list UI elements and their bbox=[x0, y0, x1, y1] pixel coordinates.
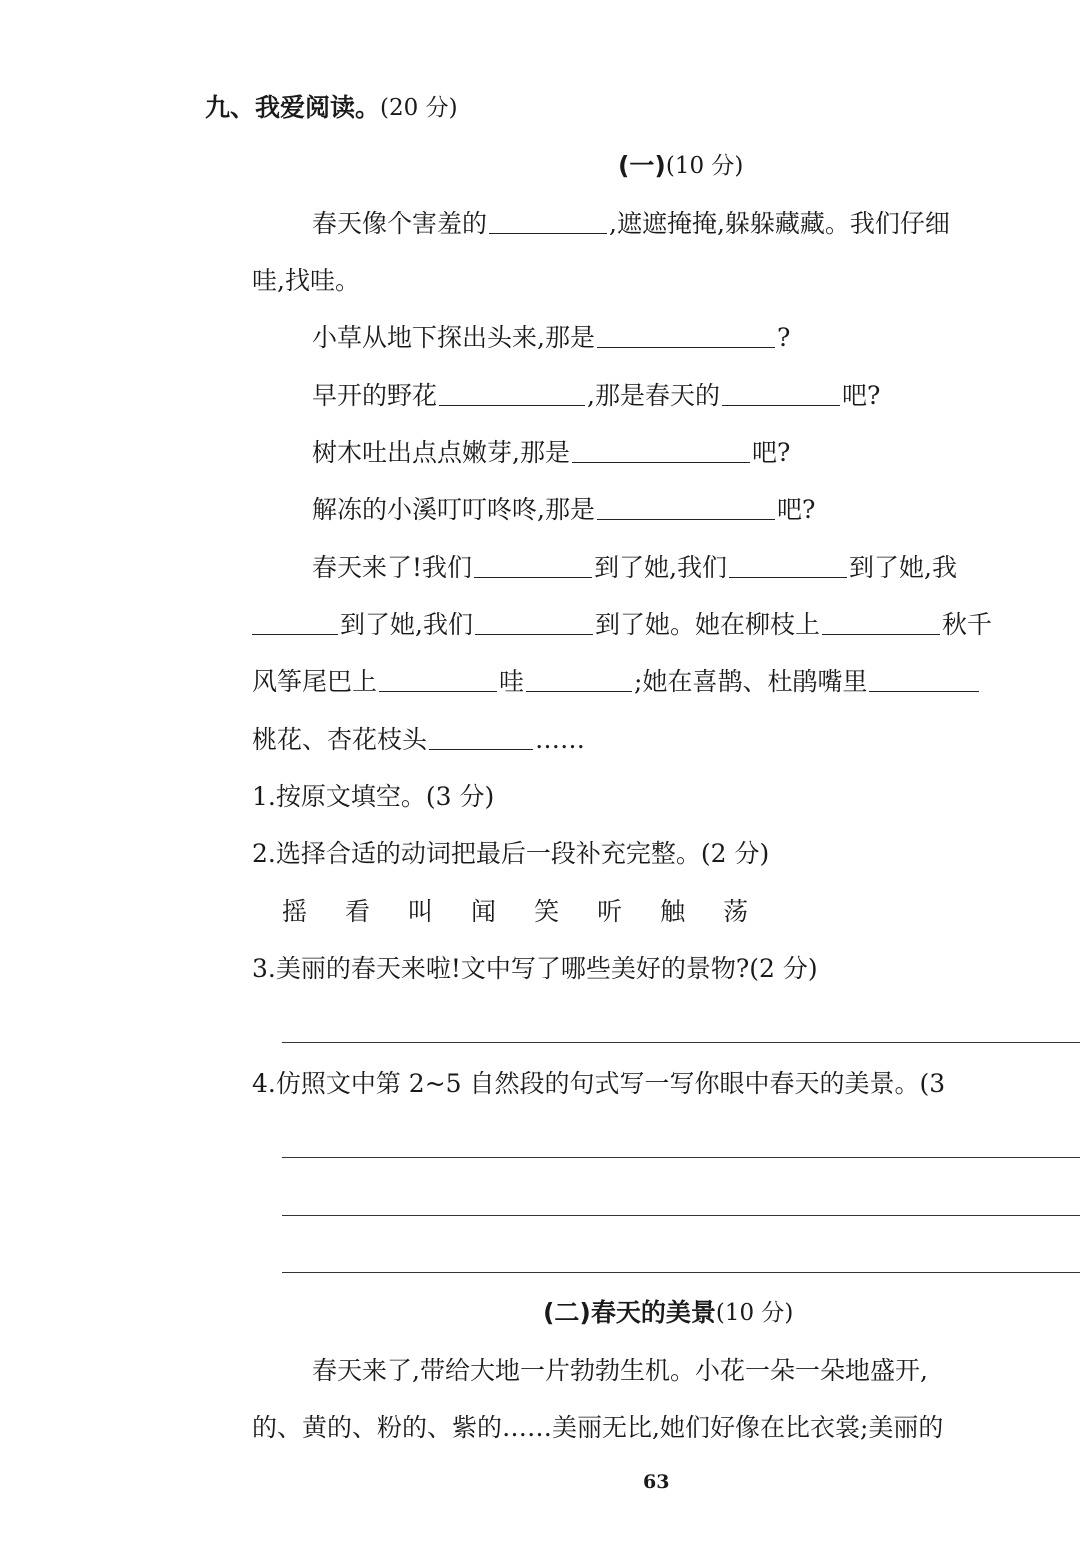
answer-line[interactable] bbox=[282, 1215, 1080, 1216]
answer-line[interactable] bbox=[282, 1042, 1080, 1043]
passage1-line9 bbox=[252, 662, 981, 702]
passage-text: 桃花、杏花枝头 bbox=[252, 725, 428, 754]
passage2-line1 bbox=[312, 1351, 928, 1391]
verb-option: 荡 bbox=[723, 897, 749, 926]
passage-text: 到了她。她在柳枝上 bbox=[594, 610, 820, 639]
part1-score: (10 分) bbox=[665, 153, 744, 179]
question-1 bbox=[252, 777, 494, 817]
fill-blank[interactable] bbox=[722, 387, 840, 406]
part1-heading bbox=[618, 146, 743, 186]
passage-text: 春天来了,带给大地一片勃勃生机。小花一朵一朵地盛开, bbox=[312, 1356, 928, 1385]
passage1-line6 bbox=[312, 490, 815, 530]
question-text: 1.按原文填空。(3 分) bbox=[252, 782, 495, 811]
fill-blank[interactable] bbox=[597, 501, 775, 520]
question-text: 3.美丽的春天来啦!文中写了哪些美好的景物?(2 分) bbox=[252, 954, 818, 983]
passage-text: ,那是春天的 bbox=[587, 381, 720, 410]
passage1-line3 bbox=[312, 318, 790, 358]
passage-text: 秋千 bbox=[941, 610, 992, 639]
fill-blank[interactable] bbox=[729, 559, 847, 578]
question-4 bbox=[252, 1064, 945, 1104]
passage1-line1 bbox=[312, 204, 950, 244]
fill-blank[interactable] bbox=[379, 673, 497, 692]
verb-option: 叫 bbox=[408, 897, 434, 926]
verb-option: 听 bbox=[597, 897, 623, 926]
passage1-line8 bbox=[252, 605, 992, 645]
question-text: 2.选择合适的动词把最后一段补充完整。(2 分) bbox=[252, 839, 770, 868]
passage-text: 的、黄的、粉的、紫的……美丽无比,她们好像在比衣裳;美丽的 bbox=[252, 1413, 944, 1442]
verb-option: 笑 bbox=[534, 897, 560, 926]
question-text: 4.仿照文中第 2~5 自然段的句式写一写你眼中春天的美景。(3 bbox=[252, 1069, 946, 1098]
fill-blank[interactable] bbox=[526, 673, 632, 692]
passage-text: 风筝尾巴上 bbox=[252, 667, 378, 696]
page-number-text: 63 bbox=[643, 1471, 670, 1493]
passage1-line4 bbox=[312, 376, 880, 416]
fill-blank[interactable] bbox=[474, 559, 592, 578]
passage1-line5 bbox=[312, 433, 790, 473]
passage-text: ,遮遮掩掩,躲躲藏藏。我们仔细 bbox=[609, 209, 950, 238]
passage-text: ;她在喜鹊、杜鹃嘴里 bbox=[634, 667, 868, 696]
passage-text: 吧? bbox=[776, 495, 816, 524]
verb-option: 触 bbox=[660, 897, 686, 926]
passage-text: 吧? bbox=[751, 438, 791, 467]
passage-text: ? bbox=[776, 323, 791, 352]
passage-text: 早开的野花 bbox=[312, 381, 438, 410]
part2-heading bbox=[543, 1293, 793, 1333]
passage1-line7 bbox=[312, 548, 957, 588]
verb-option: 看 bbox=[345, 897, 371, 926]
verb-option: 闻 bbox=[471, 897, 497, 926]
passage-text: 春天来了!我们 bbox=[312, 553, 473, 582]
verb-options bbox=[282, 892, 786, 932]
passage1-line10 bbox=[252, 720, 585, 760]
passage-text: 树木吐出点点嫩芽,那是 bbox=[312, 438, 570, 467]
fill-blank[interactable] bbox=[489, 215, 607, 234]
passage-text: 到了她,我 bbox=[849, 553, 957, 582]
part2-heading-label: (二)春天的美景 bbox=[543, 1298, 716, 1327]
passage-text: 春天像个害羞的 bbox=[312, 209, 488, 238]
passage-text: 到了她,我们 bbox=[594, 553, 728, 582]
passage2-line2 bbox=[252, 1408, 943, 1448]
passage-text: 哇 bbox=[499, 667, 525, 696]
passage-text: …… bbox=[535, 725, 586, 754]
passage-text: 解冻的小溪叮叮咚咚,那是 bbox=[312, 495, 595, 524]
page-number bbox=[643, 1462, 669, 1502]
fill-blank[interactable] bbox=[822, 616, 940, 635]
question-2 bbox=[252, 834, 769, 874]
passage-text: 到了她,我们 bbox=[340, 610, 473, 639]
fill-blank[interactable] bbox=[475, 616, 593, 635]
part2-score: (10 分) bbox=[715, 1300, 794, 1326]
passage-text: 哇,找哇。 bbox=[252, 266, 360, 295]
fill-blank[interactable] bbox=[429, 731, 533, 750]
fill-blank[interactable] bbox=[572, 444, 750, 463]
section-heading bbox=[205, 88, 458, 128]
fill-blank[interactable] bbox=[597, 329, 775, 348]
question-3 bbox=[252, 949, 818, 989]
fill-blank[interactable] bbox=[252, 616, 338, 635]
fill-blank[interactable] bbox=[869, 673, 979, 692]
part1-heading-label: (一) bbox=[618, 151, 666, 180]
answer-line[interactable] bbox=[282, 1272, 1080, 1273]
passage-text: 小草从地下探出头来,那是 bbox=[312, 323, 595, 352]
fill-blank[interactable] bbox=[439, 387, 585, 406]
verb-option: 摇 bbox=[282, 897, 308, 926]
passage1-line2 bbox=[252, 261, 360, 301]
section-title: 九、我爱阅读。 bbox=[205, 93, 381, 122]
section-score: (20 分) bbox=[380, 95, 458, 121]
answer-line[interactable] bbox=[282, 1157, 1080, 1158]
passage-text: 吧? bbox=[841, 381, 881, 410]
